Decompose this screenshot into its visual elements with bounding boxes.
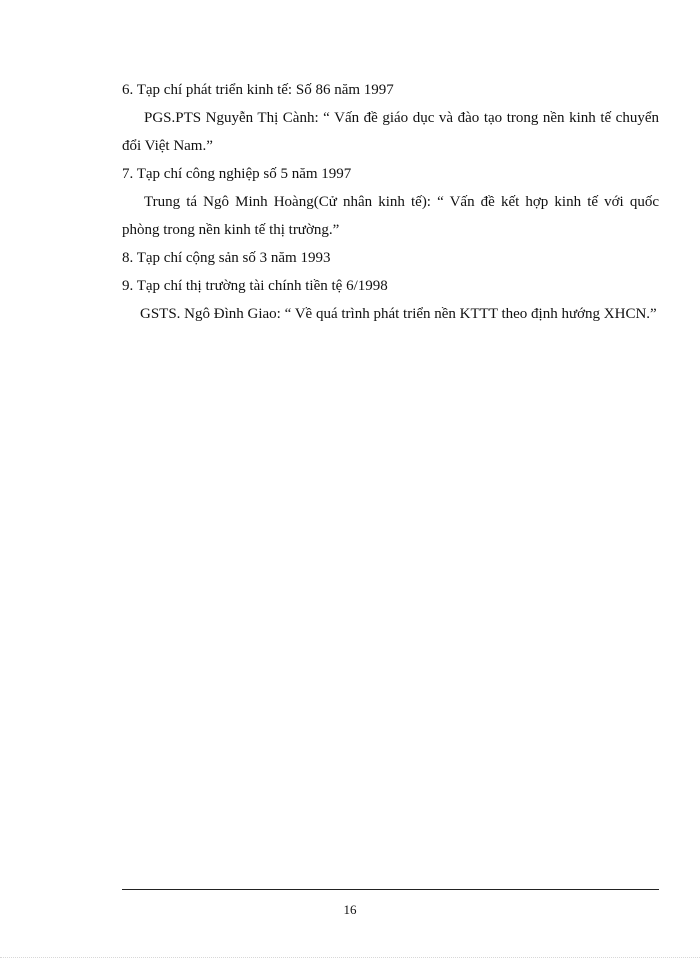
reference-7-note: Trung tá Ngô Minh Hoàng(Cử nhân kinh tế): “ Vấn đề kết hợp kinh tế với quốc phòng trong nền kinh tế thị trường.” <box>122 194 659 238</box>
reference-7-heading: 7. Tạp chí công nghiệp số 5 năm 1997 <box>122 166 352 182</box>
reference-list <box>122 76 659 328</box>
reference-9-heading: 9. Tạp chí thị trường tài chính tiền tệ 6/1998 <box>122 278 388 294</box>
page-number: 16 <box>343 902 357 917</box>
reference-8-heading: 8. Tạp chí cộng sản số 3 năm 1993 <box>122 250 331 266</box>
footer-divider <box>122 889 659 890</box>
reference-6-note: PGS.PTS Nguyễn Thị Cành: “ Vấn đề giáo dục và đào tạo trong nền kinh tế chuyển đổi Việt Nam.” <box>122 110 659 154</box>
reference-6-heading: 6. Tạp chí phát triển kinh tế: Số 86 năm 1997 <box>122 82 394 98</box>
page-edge-divider <box>0 957 700 958</box>
reference-9-note: GSTS. Ngô Đình Giao: “ Về quá trình phát triển nền KTTT theo định hướng XHCN.” <box>140 306 657 322</box>
